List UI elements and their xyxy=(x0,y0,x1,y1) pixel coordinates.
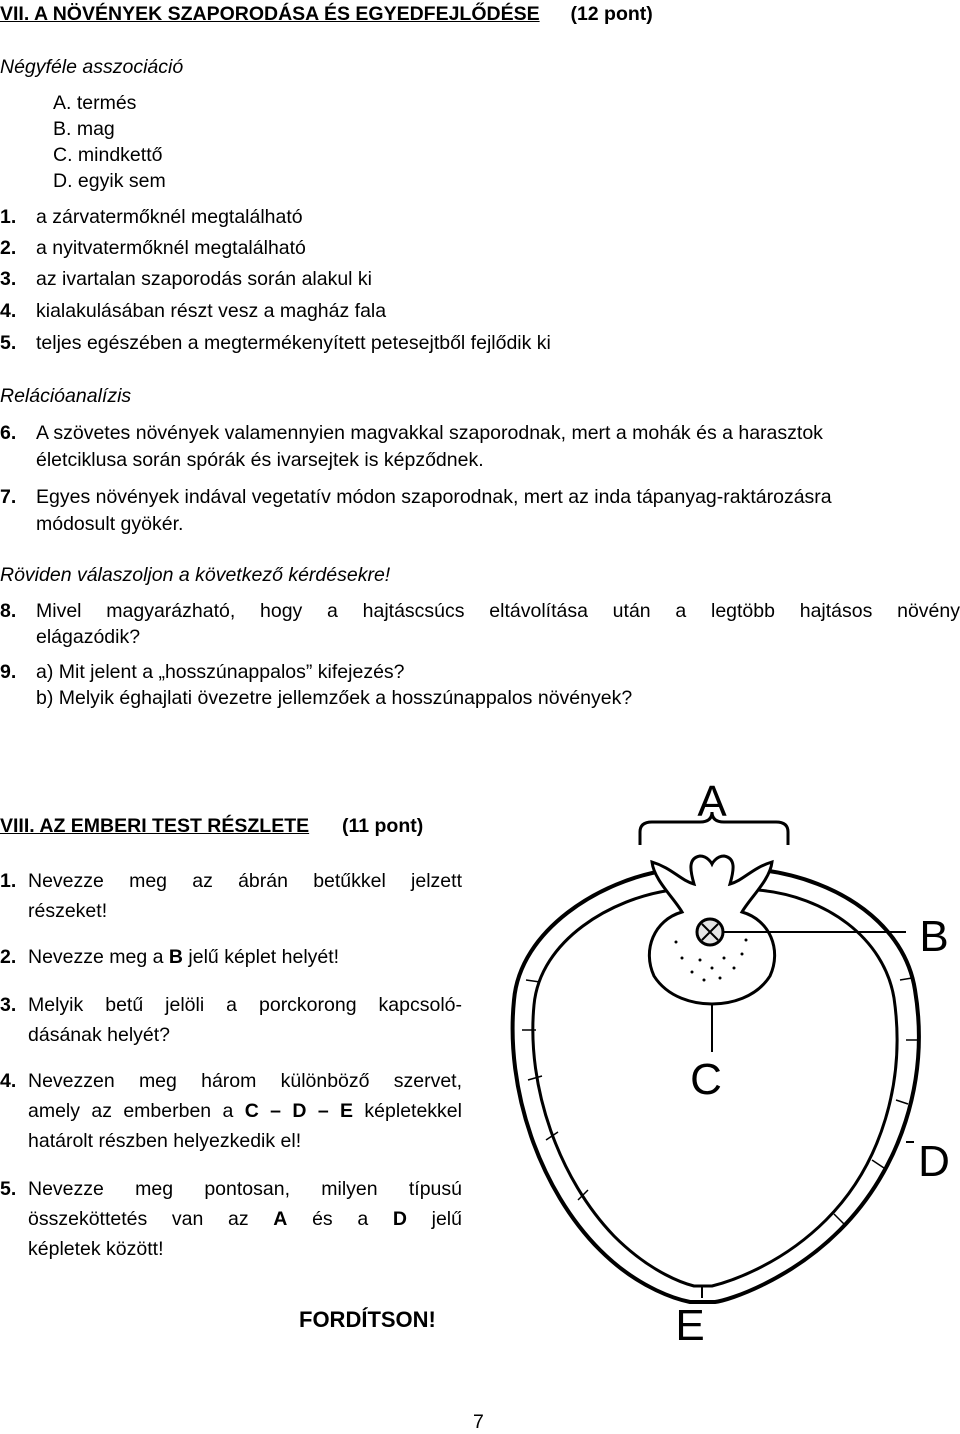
section8-title: VIII. AZ EMBERI TEST RÉSZLETE xyxy=(0,815,310,837)
figure-label-c: C xyxy=(690,1055,722,1104)
short-heading: Röviden válaszoljon a következő kérdésekre! xyxy=(0,564,391,586)
question-6-cont: életciklusa során spórák és ivarsejtek is képződnek. xyxy=(36,449,484,471)
s8-question-1-cont: részeket! xyxy=(28,900,108,922)
section7-points: (12 pont) xyxy=(570,3,653,25)
relation-heading: Relációanalízis xyxy=(0,385,132,407)
s8-question-5-line3: képletek között! xyxy=(28,1238,164,1260)
turn-over-note: FORDÍTSON! xyxy=(299,1307,436,1332)
s8-question-2: 2. Nevezze meg a B jelű képlet helyét! xyxy=(0,946,340,968)
option-a: A. termés xyxy=(53,92,137,114)
page-number: 7 xyxy=(473,1411,484,1433)
assoc-heading: Négyféle asszociáció xyxy=(0,56,184,78)
assoc-item-4: 4. kialakulásában részt vesz a magház fala xyxy=(0,300,387,322)
assoc-item-3: 3. az ivartalan szaporodás során alakul ki xyxy=(0,268,373,290)
s8-question-4-line2: amely az emberben a C – D – E képletekkel xyxy=(28,1100,462,1122)
option-d: D. egyik sem xyxy=(53,170,166,192)
assoc-item-5: 5. teljes egészében a megtermékenyített petesejtből fejlődik ki xyxy=(0,332,551,354)
figure-label-a: A xyxy=(697,777,727,826)
question-6: 6. A szövetes növények valamennyien magvakkal szaporodnak, mert a mohák és a harasztok xyxy=(0,422,823,444)
assoc-item-2: 2. a nyitvatermőknél megtalálható xyxy=(0,237,306,259)
s8-question-1: 1. Nevezze meg az ábrán betűkkel jelzett xyxy=(0,870,462,892)
figure-label-e: E xyxy=(675,1301,705,1350)
s8-question-3-cont: dásának helyét? xyxy=(28,1024,171,1046)
question-9-b: b) Melyik éghajlati övezetre jellemzőek a hosszúnappalos növények? xyxy=(36,687,633,709)
torso-cross-section-figure xyxy=(500,760,960,1360)
question-7-cont: módosult gyökér. xyxy=(36,513,184,535)
s8-question-3: 3. Melyik betű jelöli a porckorong kapcsoló- xyxy=(0,994,462,1016)
figure-label-d: D xyxy=(918,1137,950,1186)
figure-label-b: B xyxy=(919,912,949,961)
assoc-item-1: 1. a zárvatermőknél megtalálható xyxy=(0,206,303,228)
question-8: 8. Mivel magyarázható, hogy a hajtáscsúcs eltávolítása után a legtöbb hajtásos növény xyxy=(0,600,960,622)
section7-header xyxy=(0,2,653,26)
s8-question-5-line2: összeköttetés van az A és a D jelű xyxy=(28,1208,462,1230)
question-9: 9. a) Mit jelent a „hosszúnappalos” kifejezés? xyxy=(0,661,405,683)
s8-question-4-line3: határolt részben helyezkedik el! xyxy=(28,1130,302,1152)
section8-points: (11 pont) xyxy=(341,815,424,837)
question-8-cont: elágazódik? xyxy=(36,626,141,648)
section8-header xyxy=(0,814,423,838)
s8-question-5: 5. Nevezze meg pontosan, milyen típusú xyxy=(0,1178,462,1200)
option-b: B. mag xyxy=(53,118,115,140)
question-7: 7. Egyes növények indával vegetatív módon szaporodnak, mert az inda tápanyag-raktározásra xyxy=(0,486,832,508)
s8-question-4: 4. Nevezzen meg három különböző szervet, xyxy=(0,1070,462,1092)
section7-title: VII. A NÖVÉNYEK SZAPORODÁSA ÉS EGYEDFEJLŐDÉSE xyxy=(0,3,540,25)
option-c: C. mindkettő xyxy=(53,144,163,166)
